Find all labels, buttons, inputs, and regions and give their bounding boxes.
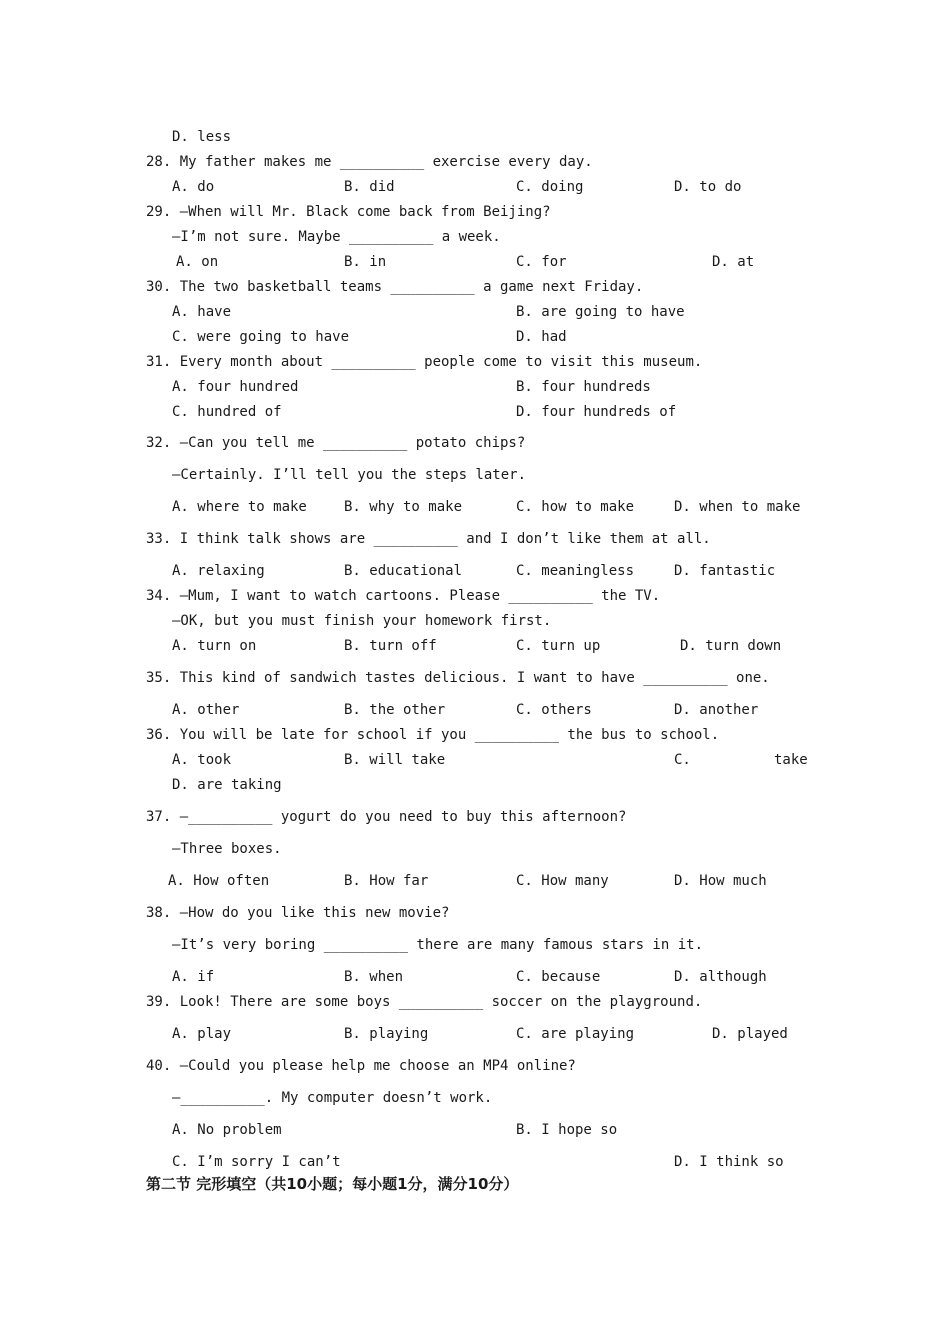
text-line: D. had <box>516 329 567 345</box>
text-line: 39. Look! There are some boys __________ soccer on the playground. <box>146 994 703 1010</box>
text-line: B. four hundreds <box>516 379 651 395</box>
text-line: C. meaningless <box>516 563 635 579</box>
text-line: B. the other <box>344 702 446 718</box>
text-line: D. when to make <box>674 499 801 515</box>
text-line: 40. —Could you please help me choose an MP4 online? <box>146 1058 576 1074</box>
text-line: C. because <box>516 969 601 985</box>
text-line: —__________. My computer doesn’t work. <box>172 1090 493 1106</box>
text-line: C. I’m sorry I can’t <box>172 1154 341 1170</box>
text-line: B. I hope so <box>516 1122 618 1138</box>
section-heading: 第二节 完形填空（共10小题；每小题1分，满分10分） <box>146 1175 519 1193</box>
text-line: A. on <box>176 254 219 270</box>
text-line: D. are taking <box>172 777 282 793</box>
text-line: D. although <box>674 969 767 985</box>
text-line: 31. Every month about __________ people come to visit this museum. <box>146 354 703 370</box>
text-line: C. doing <box>516 179 584 195</box>
text-line: —Certainly. I’ll tell you the steps later. <box>172 467 527 483</box>
text-line: C. How many <box>516 873 609 889</box>
text-line: C. others <box>516 702 592 718</box>
text-line: A. other <box>172 702 240 718</box>
text-line: —Three boxes. <box>172 841 282 857</box>
text-line: 35. This kind of sandwich tastes delicious. I want to have __________ one. <box>146 670 770 686</box>
text-line: A. turn on <box>172 638 257 654</box>
text-line: 29. —When will Mr. Black come back from Beijing? <box>146 204 551 220</box>
text-line: D. played <box>712 1026 788 1042</box>
text-line: 28. My father makes me __________ exercise every day. <box>146 154 593 170</box>
text-line: B. will take <box>344 752 446 768</box>
text-line: D. turn down <box>680 638 782 654</box>
text-line: D. How much <box>674 873 767 889</box>
text-line: —It’s very boring __________ there are many famous stars in it. <box>172 937 704 953</box>
text-line: D. less <box>172 129 232 145</box>
text-line: A. took <box>172 752 232 768</box>
text-line: C. were going to have <box>172 329 350 345</box>
text-line: B. How far <box>344 873 429 889</box>
text-line: B. turn off <box>344 638 437 654</box>
text-line: B. did <box>344 179 395 195</box>
text-line: A. How often <box>168 873 270 889</box>
text-line: 36. You will be late for school if you __________ the bus to school. <box>146 727 720 743</box>
text-line: B. are going to have <box>516 304 685 320</box>
text-line: A. where to make <box>172 499 307 515</box>
text-line: —OK, but you must finish your homework first. <box>172 613 552 629</box>
text-line: B. when <box>344 969 404 985</box>
text-line: —I’m not sure. Maybe __________ a week. <box>172 229 501 245</box>
text-line: C. for <box>516 254 567 270</box>
text-line: C. turn up <box>516 638 601 654</box>
text-line: B. why to make <box>344 499 463 515</box>
text-line: B. playing <box>344 1026 429 1042</box>
text-line: D. I think so <box>674 1154 784 1170</box>
text-line: 34. —Mum, I want to watch cartoons. Please __________ the TV. <box>146 588 661 604</box>
text-line: D. another <box>674 702 759 718</box>
text-line: 30. The two basketball teams __________ a game next Friday. <box>146 279 644 295</box>
text-line: C. are playing <box>516 1026 635 1042</box>
text-line: C. <box>674 752 691 768</box>
text-line: D. at <box>712 254 755 270</box>
text-line: C. hundred of <box>172 404 282 420</box>
text-line: B. educational <box>344 563 463 579</box>
text-line: A. relaxing <box>172 563 265 579</box>
text-line: A. do <box>172 179 215 195</box>
text-line: D. four hundreds of <box>516 404 677 420</box>
text-line: A. play <box>172 1026 232 1042</box>
text-line: 33. I think talk shows are __________ and I don’t like them at all. <box>146 531 711 547</box>
text-line: take <box>774 752 808 768</box>
text-line: A. No problem <box>172 1122 282 1138</box>
text-line: B. in <box>344 254 387 270</box>
text-line: 37. —__________ yogurt do you need to buy this afternoon? <box>146 809 627 825</box>
text-line: 38. —How do you like this new movie? <box>146 905 450 921</box>
text-line: D. to do <box>674 179 742 195</box>
text-line: C. how to make <box>516 499 635 515</box>
text-line: A. if <box>172 969 215 985</box>
text-line: A. four hundred <box>172 379 299 395</box>
text-line: D. fantastic <box>674 563 776 579</box>
text-line: A. have <box>172 304 232 320</box>
text-line: 32. —Can you tell me __________ potato chips? <box>146 435 526 451</box>
